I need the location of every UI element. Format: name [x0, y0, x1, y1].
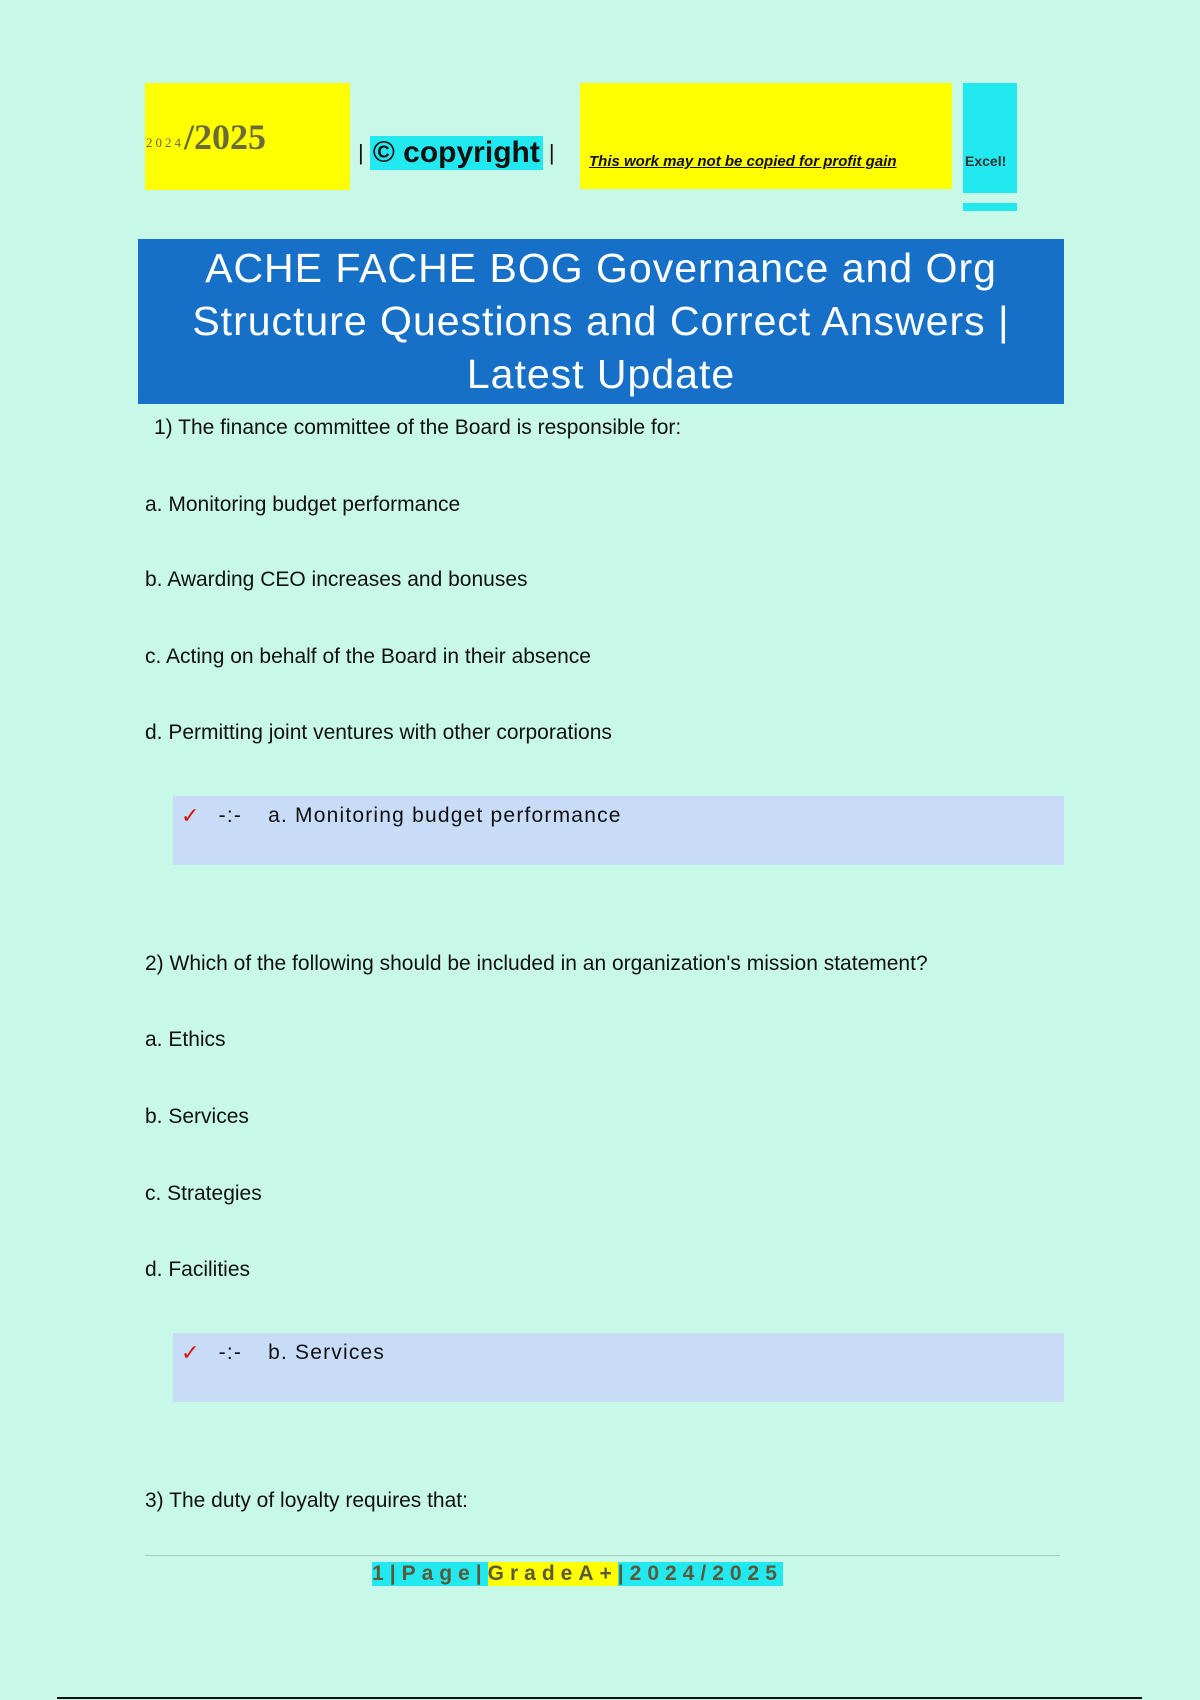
copyright-bar-left: |	[358, 140, 364, 165]
answer-text-1: a. Monitoring budget performance	[268, 804, 622, 827]
page-footer	[372, 1560, 783, 1588]
footer-grade: GradeA+	[487, 1562, 618, 1585]
copyright-bar-right: |	[548, 140, 555, 165]
year-box	[145, 83, 350, 190]
bottom-rule	[57, 1697, 1142, 1699]
copyright-text: © copyright	[370, 136, 543, 170]
excel-stripe-gap	[963, 193, 1017, 203]
answer-text-2: b. Services	[268, 1341, 386, 1364]
question-2: 2) Which of the following should be included in an organization's mission statement?	[145, 952, 928, 975]
question-1-option-c: c. Acting on behalf of the Board in their absence	[145, 645, 591, 668]
excel-text: Excel!	[965, 153, 1007, 169]
check-icon: ✓	[181, 1340, 201, 1365]
question-2-option-c: c. Strategies	[145, 1182, 262, 1205]
page-title: ACHE FACHE BOG Governance and Org Structure Questions and Correct Answers | Latest Update	[192, 245, 1010, 397]
notice-text: This work may not be copied for profit gain	[589, 153, 897, 170]
footer-rule	[145, 1555, 1060, 1556]
question-1-option-b: b. Awarding CEO increases and bonuses	[145, 568, 528, 591]
excel-stripe	[963, 203, 1017, 211]
answer-separator: -:-	[218, 804, 243, 827]
question-1-option-d: d. Permitting joint ventures with other corporations	[145, 721, 612, 744]
question-1: 1) The finance committee of the Board is responsible for:	[154, 416, 682, 439]
answer-box-1	[173, 796, 1064, 865]
answer-line-2	[181, 1340, 385, 1366]
year-small: 2024	[146, 134, 184, 150]
copyright-notice	[358, 133, 555, 173]
title-banner	[138, 239, 1064, 404]
footer-years: |2024/2025	[617, 1562, 783, 1585]
notice-box	[580, 83, 952, 189]
question-2-option-d: d. Facilities	[145, 1258, 251, 1281]
answer-line-1	[181, 803, 622, 829]
answer-separator: -:-	[218, 1341, 243, 1364]
year-big: /2025	[184, 116, 267, 157]
footer-page-label: |Page|	[389, 1562, 488, 1585]
footer-page-number: 1	[372, 1562, 390, 1585]
question-3: 3) The duty of loyalty requires that:	[145, 1489, 468, 1512]
answer-box-2	[173, 1333, 1064, 1402]
question-1-option-a: a. Monitoring budget performance	[145, 493, 461, 516]
excel-box	[963, 83, 1017, 193]
question-2-option-b: b. Services	[145, 1105, 249, 1128]
question-2-option-a: a. Ethics	[145, 1028, 226, 1051]
check-icon: ✓	[181, 803, 201, 828]
